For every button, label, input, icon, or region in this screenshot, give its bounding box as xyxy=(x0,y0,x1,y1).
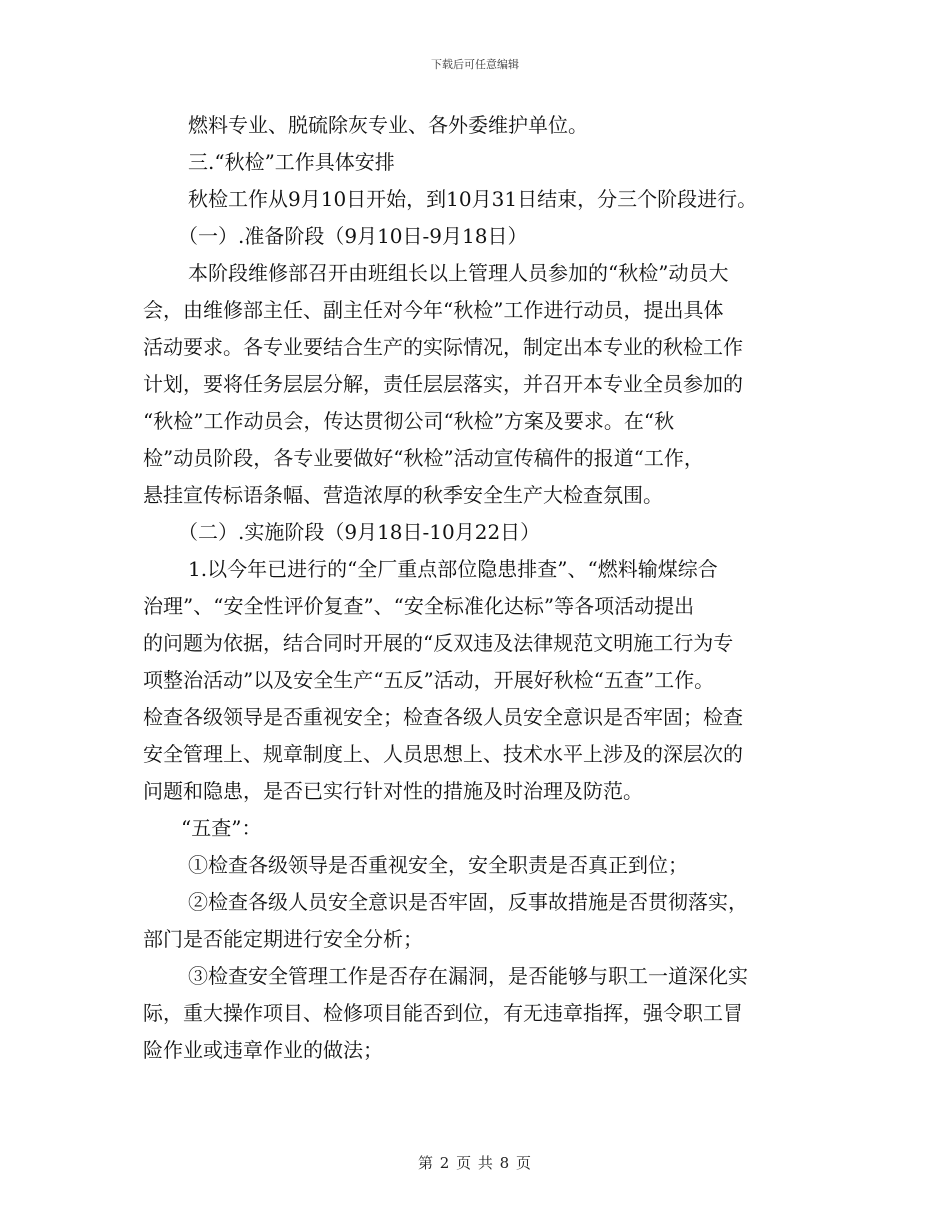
paragraph-line: 的问题为依据，结合同时开展的“反双违及法律规范文明施工行为专 xyxy=(143,631,734,655)
paragraph-line: 本阶段维修部召开由班组长以上管理人员参加的“秋检”动员大 xyxy=(188,261,729,285)
list-item: ②检查各级人员安全意识是否牢固，反事故措施是否贯彻落实， xyxy=(188,890,748,914)
section-heading: 三.“秋检”工作具体安排 xyxy=(188,150,395,174)
list-item-continuation: 际，重大操作项目、检修项目能否到位，有无违章指挥，强令职工冒 xyxy=(143,1001,743,1025)
paragraph-line: 燃料专业、脱硫除灰专业、各外委维护单位。 xyxy=(188,113,588,137)
page-footer: 第 2 页 共 8 页 xyxy=(418,1154,532,1172)
paragraph-line: 悬挂宣传标语条幅、营造浓厚的秋季安全生产大检查氛围。 xyxy=(143,483,663,507)
paragraph-line: 治理”、“安全性评价复查”、“安全标准化达标”等各项活动提出 xyxy=(143,594,695,618)
list-heading: “五查”： xyxy=(181,816,262,840)
page-header: 下载后可任意编辑 xyxy=(431,58,519,71)
paragraph-line: 会，由维修部主任、副主任对今年“秋检”工作进行动员，提出具体 xyxy=(143,298,724,322)
paragraph-line: 秋检工作从9月10日开始，到10月31日结束，分三个阶段进行。 xyxy=(188,187,758,211)
paragraph-line: 检查各级领导是否重视安全；检查各级人员安全意识是否牢固；检查 xyxy=(143,705,743,729)
paragraph-line: 安全管理上、规章制度上、人员思想上、技术水平上涉及的深层次的 xyxy=(143,742,743,766)
paragraph-line: 活动要求。各专业要结合生产的实际情况，制定出本专业的秋检工作 xyxy=(143,335,743,359)
paragraph-line: 检”动员阶段，各专业要做好“秋检”活动宣传稿件的报道“工作， xyxy=(143,446,704,470)
paragraph-line: 1.以今年已进行的“全厂重点部位隐患排查”、“燃料输煤综合 xyxy=(188,557,718,581)
paragraph-line: 项整治活动”以及安全生产“五反”活动，开展好秋检“五查”工作。 xyxy=(143,668,715,692)
list-item-continuation: 险作业或违章作业的做法； xyxy=(143,1038,383,1062)
subsection-heading: （二）.实施阶段（9月18日-10月22日） xyxy=(178,520,541,544)
paragraph-line: “秋检”工作动员会，传达贯彻公司“秋检”方案及要求。在“秋 xyxy=(143,409,675,433)
paragraph-line: 计划，要将任务层层分解，责任层层落实，并召开本专业全员参加的 xyxy=(143,372,743,396)
list-item: ③检查安全管理工作是否存在漏洞，是否能够与职工一道深化实 xyxy=(188,964,748,988)
list-item: ①检查各级领导是否重视安全，安全职责是否真正到位； xyxy=(188,853,688,877)
paragraph-line: 问题和隐患，是否已实行针对性的措施及时治理及防范。 xyxy=(143,779,643,803)
subsection-heading: （一）.准备阶段（9月10日-9月18日） xyxy=(178,224,528,248)
list-item-continuation: 部门是否能定期进行安全分析； xyxy=(143,927,423,951)
